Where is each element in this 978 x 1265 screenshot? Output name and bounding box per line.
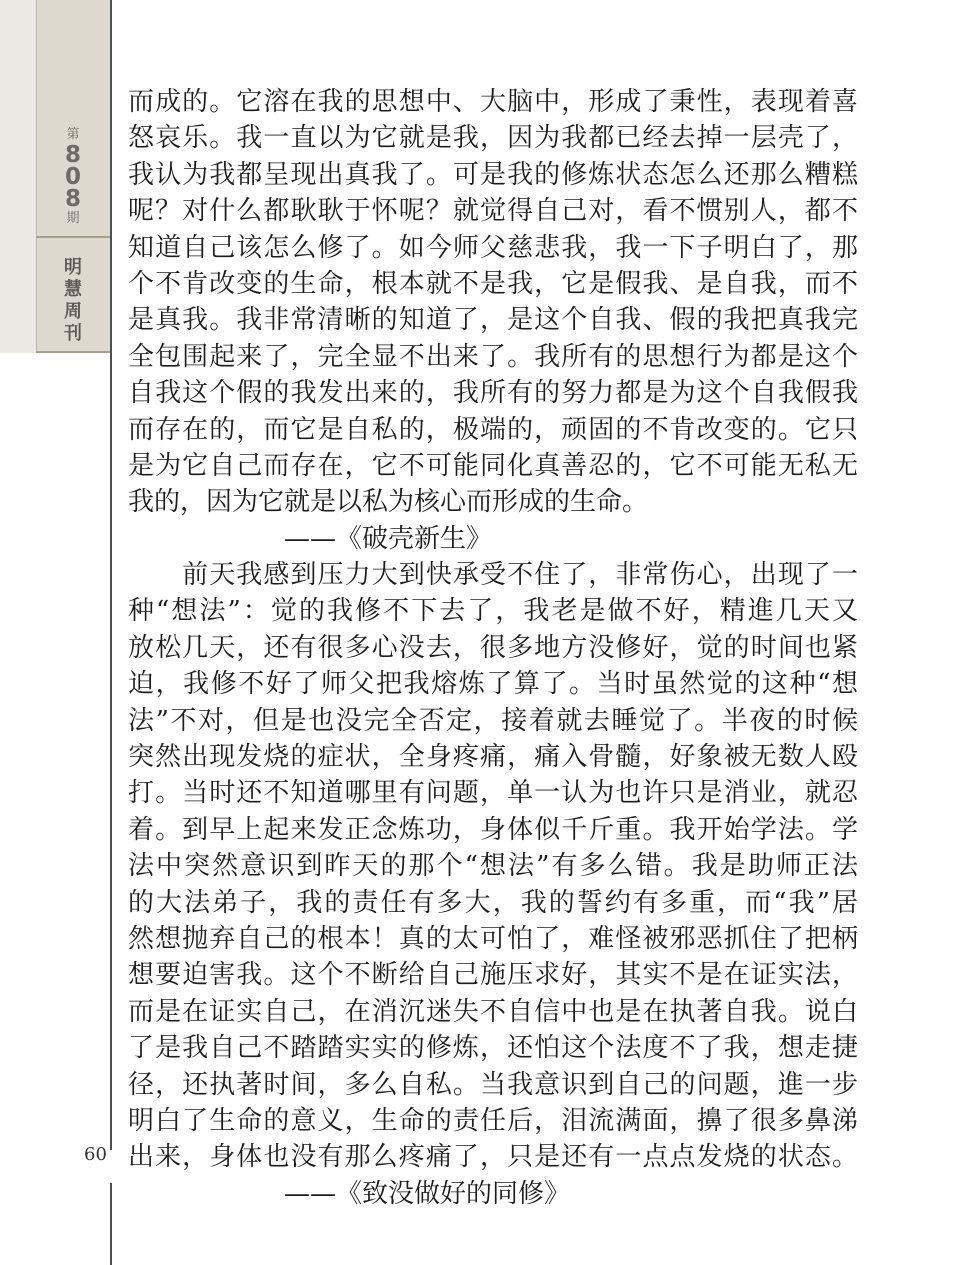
body-line: 是为它自己而存在，它不可能同化真善忍的，它不可能无私无 [128, 450, 858, 481]
body-line: 了是我自己不踏踏实实的修炼，还怕这个法度不了我，想走捷 [128, 1033, 858, 1064]
body-line: 呢？对什么都耿耿于怀呢？就觉得自己对，看不惯别人，都不 [128, 196, 858, 227]
body-line: 种“想法”：觉的我修不下去了，我老是做不好，精進几天又 [128, 596, 858, 627]
body-line: 前天我感到压力大到快承受不住了，非常伤心，出现了一 [128, 560, 858, 591]
publication-name-char: 刊 [64, 323, 82, 344]
issue-label [36, 126, 110, 228]
body-line: 迫，我修不好了师父把我熔炼了算了。当时虽然觉的这种“想 [128, 669, 858, 700]
source-credit: ——《破壳新生》 [284, 523, 493, 554]
body-line: 是真我。我非常清晰的知道了，是这个自我、假的我把真我完 [128, 305, 858, 336]
body-line: 而成的。它溶在我的思想中、大脑中，形成了秉性，表现着喜 [128, 87, 858, 117]
body-line: 法中突然意识到昨天的那个“想法”有多么错。我是助师正法 [128, 851, 858, 882]
body-line: 知道自己该怎么修了。如今师父慈悲我，我一下子明白了，那 [128, 232, 858, 263]
body-line: 明白了生命的意义，生命的责任后，泪流满面，擤了很多鼻涕 [128, 1105, 858, 1136]
body-line: 而是在证实自己，在消沉迷失不自信中也是在执著自我。说白 [128, 996, 858, 1027]
body-line: 我认为我都呈现出真我了。可是我的修炼状态怎么还那么糟糕 [128, 159, 858, 190]
issue-number-digit: 8 [64, 142, 81, 168]
publication-name-char: 明 [64, 257, 82, 278]
body-line: 然想抛弃自己的根本！真的太可怕了，难怪被邪恶抓住了把柄 [128, 923, 858, 954]
body-line: 打。当时还不知道哪里有问题，单一认为也许只是消业，就忍 [128, 778, 858, 809]
sidebar-divider [36, 236, 110, 238]
body-line: 我的，因为它就是以私为核心而形成的生命。 [128, 487, 649, 518]
body-line: 的大法弟子，我的责任有多大，我的誓约有多重，而“我”居 [128, 887, 858, 918]
body-line: 出来，身体也没有那么疼痛了，只是还有一点点发烧的状态。 [128, 1142, 858, 1173]
publication-name [36, 257, 110, 345]
page-number: 60 [84, 1144, 107, 1165]
publication-name-char: 周 [64, 301, 82, 322]
issue-suffix: 期 [66, 211, 80, 226]
body-line: 放松几天，还有很多心没去，很多地方没修好，觉的时间也紧 [128, 632, 858, 663]
article-body [128, 84, 858, 1212]
body-line: 个不肯改变的生命，根本就不是我，它是假我、是自我，而不 [128, 268, 858, 299]
body-line: 突然出现发烧的症状，全身疼痛，痛入骨髓，好象被无数人殴 [128, 742, 858, 773]
publication-name-char: 慧 [64, 279, 82, 300]
margin-rule-bottom [110, 1183, 112, 1265]
margin-rule [110, 0, 112, 1150]
sidebar-bottom-rule [36, 351, 110, 353]
source-credit: ——《致没做好的同修》 [284, 1178, 571, 1209]
body-line: 着。到早上起来发正念炼功，身体似千斤重。我开始学法。学 [128, 814, 858, 845]
body-line: 而存在的，而它是自私的，极端的，顽固的不肯改变的。它只 [128, 414, 858, 445]
issue-number-digit: 0 [64, 164, 81, 190]
body-line: 径，还执著时间，多么自私。当我意识到自己的问题，進一步 [128, 1069, 858, 1100]
issue-prefix: 第 [66, 127, 80, 142]
body-line: 全包围起来了，完全显不出来了。我所有的思想行为都是这个 [128, 341, 858, 372]
body-line: 自我这个假的我发出来的，我所有的努力都是为这个自我假我 [128, 378, 858, 409]
body-line: 怒哀乐。我一直以为它就是我，因为我都已经去掉一层壳了， [128, 123, 858, 154]
body-line: 法”不对，但是也没完全否定，接着就去睡觉了。半夜的时候 [128, 705, 858, 736]
issue-number-digit: 8 [64, 186, 81, 212]
body-line: 想要迫害我。这个不断给自己施压求好，其实不是在证实法， [128, 960, 858, 991]
